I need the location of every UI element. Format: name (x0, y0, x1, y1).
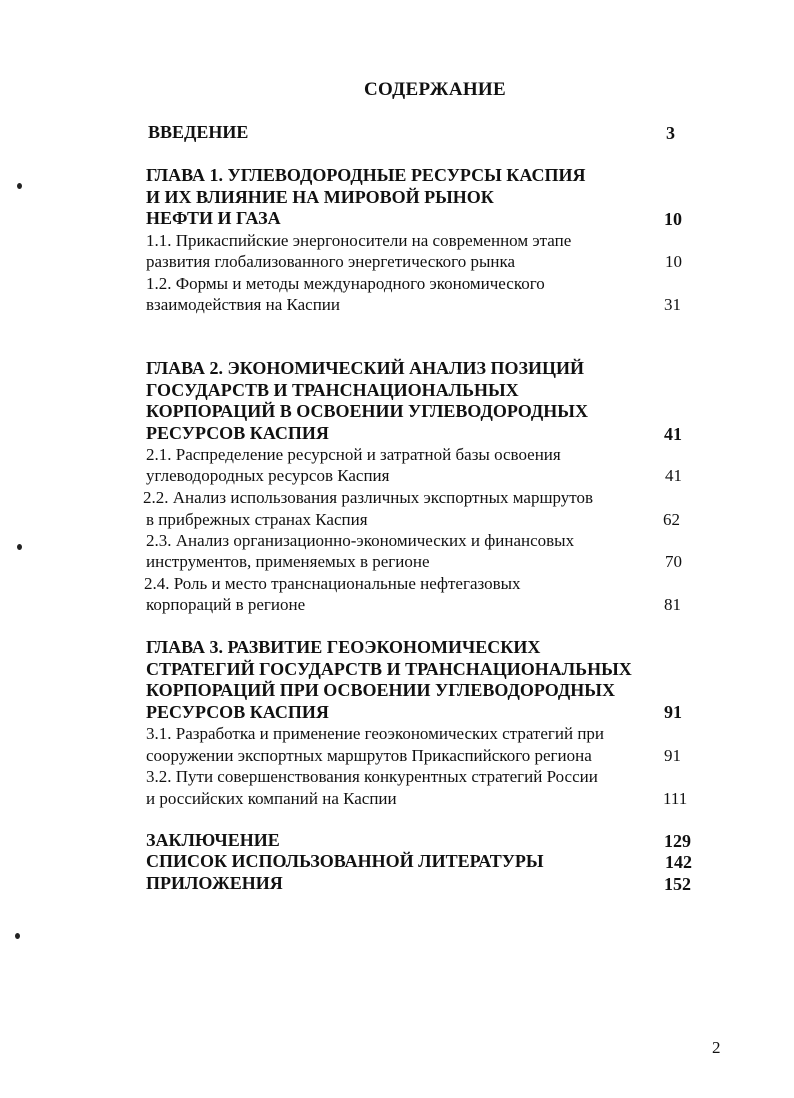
intro-page: 3 (666, 123, 675, 143)
intro-label: ВВЕДЕНИЕ (148, 122, 249, 142)
chapter2-title-line: ГЛАВА 2. ЭКОНОМИЧЕСКИЙ АНАЛИЗ ПОЗИЦИЙ (146, 358, 585, 378)
references-page: 142 (665, 852, 692, 872)
section-1-2-page: 31 (664, 295, 681, 314)
section-2-4-page: 81 (664, 595, 681, 614)
section-3-2-line: 3.2. Пути совершенствования конкурентных стратегий России (146, 767, 598, 786)
section-2-1-line: углеводородных ресурсов Каспия (146, 466, 390, 485)
section-1-2-line: 1.2. Формы и методы международного экономического (146, 274, 545, 293)
toc-title: СОДЕРЖАНИЕ (364, 79, 506, 100)
section-2-2-line: в прибрежных странах Каспия (146, 510, 368, 529)
chapter2-title-line: ГОСУДАРСТВ И ТРАНСНАЦИОНАЛЬНЫХ (146, 380, 519, 400)
section-2-4-line: корпораций в регионе (146, 595, 306, 614)
section-2-2-page: 62 (663, 510, 680, 529)
chapter3-page: 91 (664, 702, 682, 722)
binding-hole-mark (17, 544, 22, 550)
section-2-3-line: 2.3. Анализ организационно-экономических и финансовых (146, 531, 575, 550)
section-3-2-page: 111 (663, 789, 688, 808)
appendices-label: ПРИЛОЖЕНИЯ (146, 873, 283, 893)
binding-hole-mark (15, 933, 20, 939)
chapter3-title-line: РЕСУРСОВ КАСПИЯ (146, 702, 329, 722)
section-2-1-page: 41 (665, 466, 682, 485)
conclusion-label: ЗАКЛЮЧЕНИЕ (146, 830, 280, 850)
section-1-1-line: 1.1. Прикаспийские энергоносители на современном этапе (146, 231, 572, 250)
chapter1-title-line: ГЛАВА 1. УГЛЕВОДОРОДНЫЕ РЕСУРСЫ КАСПИЯ (146, 165, 586, 185)
page-number: 2 (712, 1038, 721, 1057)
section-1-1-line: развития глобализованного энергетического рынка (146, 252, 516, 271)
conclusion-page: 129 (664, 831, 691, 851)
chapter1-title-line: НЕФТИ И ГАЗА (146, 208, 281, 228)
appendices-page: 152 (664, 874, 691, 894)
chapter2-page: 41 (664, 424, 682, 444)
section-2-4-line: 2.4. Роль и место транснациональные нефтегазовых (144, 574, 521, 593)
section-2-3-line: инструментов, применяемых в регионе (146, 552, 430, 571)
section-2-2-line: 2.2. Анализ использования различных экспортных маршрутов (143, 488, 594, 507)
binding-hole-mark (17, 183, 22, 189)
section-3-1-line: сооружении экспортных маршрутов Прикаспийского региона (146, 746, 592, 765)
references-label: СПИСОК ИСПОЛЬЗОВАННОЙ ЛИТЕРАТУРЫ (146, 851, 544, 871)
section-2-1-line: 2.1. Распределение ресурсной и затратной базы освоения (146, 445, 561, 464)
chapter1-page: 10 (664, 209, 682, 229)
section-2-3-page: 70 (665, 552, 682, 571)
section-3-1-line: 3.1. Разработка и применение геоэкономических стратегий при (146, 724, 605, 743)
section-1-2-line: взаимодействия на Каспии (146, 295, 341, 314)
chapter2-title-line: РЕСУРСОВ КАСПИЯ (146, 423, 329, 443)
chapter3-title-line: ГЛАВА 3. РАЗВИТИЕ ГЕОЭКОНОМИЧЕСКИХ (146, 637, 541, 657)
section-1-1-page: 10 (665, 252, 682, 271)
section-3-1-page: 91 (664, 746, 681, 765)
chapter3-title-line: КОРПОРАЦИЙ ПРИ ОСВОЕНИИ УГЛЕВОДОРОДНЫХ (146, 680, 615, 700)
section-3-2-line: и российских компаний на Каспии (146, 789, 397, 808)
chapter1-title-line: И ИХ ВЛИЯНИЕ НА МИРОВОЙ РЫНОК (146, 187, 494, 207)
chapter3-title-line: СТРАТЕГИЙ ГОСУДАРСТВ И ТРАНСНАЦИОНАЛЬНЫХ (146, 659, 632, 679)
chapter2-title-line: КОРПОРАЦИЙ В ОСВОЕНИИ УГЛЕВОДОРОДНЫХ (146, 401, 588, 421)
